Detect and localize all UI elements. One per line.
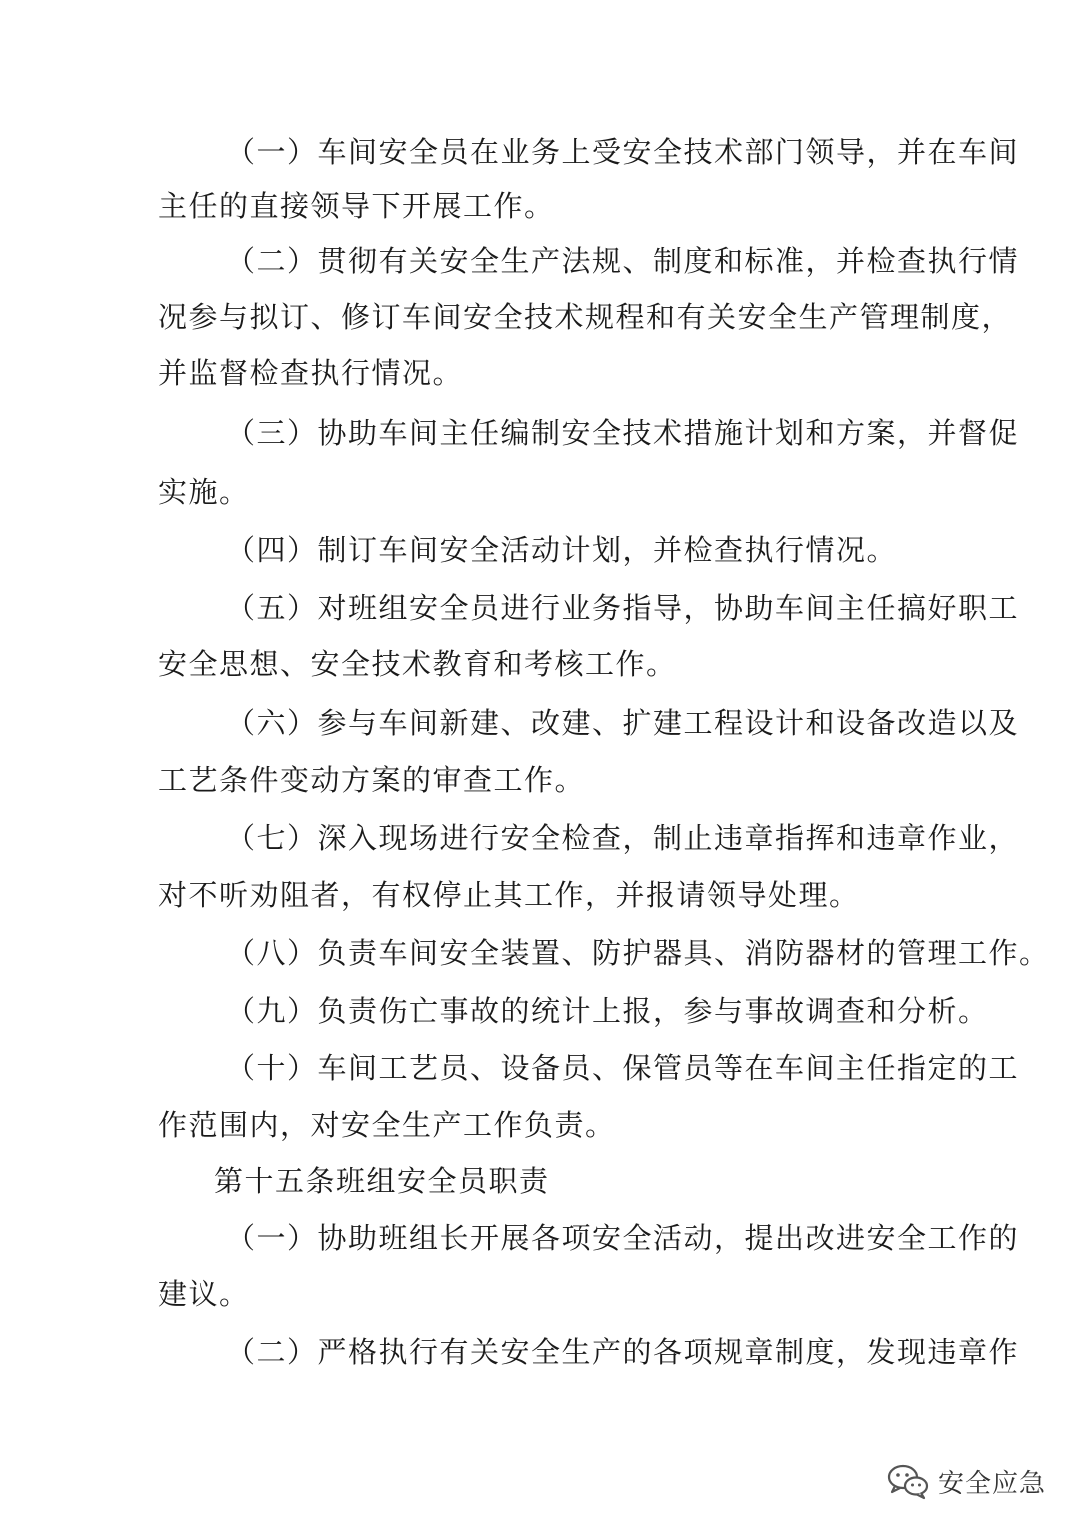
- watermark: [886, 1456, 1046, 1506]
- paragraph-4-line-1: （四）制订车间安全活动计划，并检查执行情况。: [226, 533, 898, 567]
- paragraph-12-line-1: （二）严格执行有关安全生产的各项规章制度，发现违章作: [226, 1335, 1020, 1369]
- paragraph-10-line-1: （十）车间工艺员、设备员、保管员等在车间主任指定的工: [226, 1051, 1020, 1085]
- article-heading: 第十五条班组安全员职责: [214, 1164, 550, 1198]
- paragraph-11-line-1: （一）协助班组长开展各项安全活动，提出改进安全工作的: [226, 1221, 1020, 1255]
- paragraph-2-line-2: 况参与拟订、修订车间安全技术规程和有关安全生产管理制度，: [158, 300, 1013, 334]
- wechat-icon: [886, 1461, 930, 1501]
- paragraph-6-line-2: 工艺条件变动方案的审查工作。: [158, 763, 586, 797]
- paragraph-3-line-2: 实施。: [158, 475, 250, 509]
- paragraph-2-line-3: 并监督检查执行情况。: [158, 356, 464, 390]
- paragraph-9-line-1: （九）负责伤亡事故的统计上报，参与事故调查和分析。: [226, 994, 989, 1028]
- paragraph-2-line-1: （二）贯彻有关安全生产法规、制度和标准，并检查执行情: [226, 244, 1020, 278]
- paragraph-8-line-1: （八）负责车间安全装置、防护器具、消防器材的管理工作。: [226, 936, 1050, 970]
- paragraph-7-line-1: （七）深入现场进行安全检查，制止违章指挥和违章作业，: [226, 821, 1020, 855]
- paragraph-1-line-1: （一）车间安全员在业务上受安全技术部门领导，并在车间: [226, 135, 1020, 169]
- paragraph-5-line-2: 安全思想、安全技术教育和考核工作。: [158, 647, 677, 681]
- paragraph-5-line-1: （五）对班组安全员进行业务指导，协助车间主任搞好职工: [226, 591, 1020, 625]
- paragraph-3-line-1: （三）协助车间主任编制安全技术措施计划和方案，并督促: [226, 416, 1020, 450]
- watermark-text: 安全应急: [938, 1468, 1047, 1499]
- paragraph-1-line-2: 主任的直接领导下开展工作。: [158, 189, 555, 223]
- paragraph-11-line-2: 建议。: [158, 1277, 250, 1311]
- paragraph-10-line-2: 作范围内，对安全生产工作负责。: [158, 1108, 616, 1142]
- paragraph-7-line-2: 对不听劝阻者，有权停止其工作，并报请领导处理。: [158, 878, 860, 912]
- paragraph-6-line-1: （六）参与车间新建、改建、扩建工程设计和设备改造以及: [226, 706, 1020, 740]
